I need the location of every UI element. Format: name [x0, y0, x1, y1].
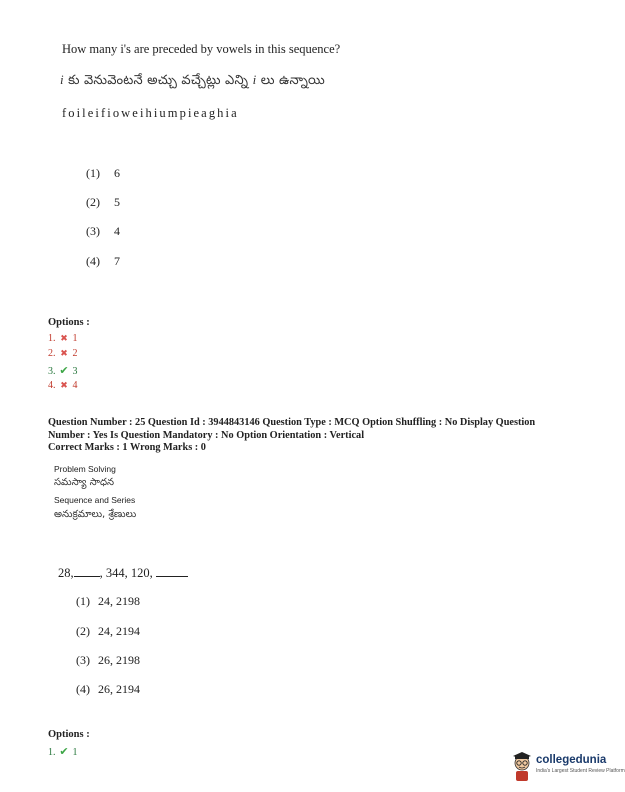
- topic-te: సమస్యా సాధన: [54, 477, 115, 488]
- meta-line-1: Question Number : 25 Question Id : 3944843146 Question Type : MCQ Option Shuffling : No Display Question: [48, 417, 536, 428]
- q2-choice-4: (4) 26, 2194: [76, 682, 140, 696]
- question-1-text-en: How many i's are preceded by vowels in this sequence?: [62, 42, 341, 56]
- question-1-text-te: [60, 72, 325, 91]
- q1-option-4: 4. ✖ 4: [48, 380, 78, 391]
- q1-option-1: 1. ✖ 1: [48, 333, 78, 344]
- question-2-meta: [48, 417, 588, 455]
- collegedunia-logo: [508, 752, 625, 786]
- q1-choice-2: (2) 5: [86, 195, 120, 209]
- meta-line-2: Number : Yes Is Question Mandatory : No Option Orientation : Vertical: [48, 429, 365, 441]
- q1-option-3: 3. ✔ 3: [48, 365, 78, 377]
- question-1-var-2: i: [252, 72, 257, 87]
- question-1-var: i: [60, 72, 64, 87]
- question-1-te-post: లు ఉన్నాయి: [260, 73, 325, 88]
- logo-brand: collegedunia: [536, 754, 607, 766]
- topic-en: Problem Solving: [54, 464, 116, 474]
- q1-choice-4: (4) 7: [86, 254, 120, 268]
- blank-1: [74, 565, 100, 577]
- mascot-icon: [510, 752, 534, 782]
- subtopic-te: అనుక్రమాలు, శ్రేణులు: [54, 509, 137, 520]
- q2-choice-2: (2) 24, 2194: [76, 624, 140, 638]
- q2-option-1: 1. ✔ 1: [48, 746, 78, 758]
- q2-options-heading: Options :: [48, 729, 90, 740]
- subtopic-en: Sequence and Series: [54, 495, 136, 505]
- question-1-sequence: foileifioweihiumpieaghia: [62, 106, 239, 120]
- question-1-te-pre: కు వెనువెంటనే అచ్చు వచ్చేట్లు ఎన్ని: [68, 73, 249, 88]
- q2-choice-3: (3) 26, 2198: [76, 653, 140, 667]
- cross-icon: ✖: [60, 333, 68, 343]
- marks-line: Correct Marks : 1 Wrong Marks : 0: [48, 442, 206, 453]
- q1-choice-1: (1) 6: [86, 166, 120, 180]
- check-icon: ✔: [59, 746, 69, 758]
- q1-option-2: 2. ✖ 2: [48, 348, 78, 359]
- cross-icon: ✖: [60, 380, 68, 390]
- q1-options-heading: Options :: [48, 317, 90, 328]
- blank-2: [156, 565, 188, 577]
- q2-choice-1: (1) 24, 2198: [76, 594, 140, 608]
- question-2-text: 28, , 344, 120,: [58, 565, 188, 581]
- cross-icon: ✖: [60, 348, 68, 358]
- check-icon: ✔: [59, 365, 69, 377]
- q1-choice-3: (3) 4: [86, 224, 120, 238]
- logo-tagline: India's Largest Student Review Platform: [536, 768, 625, 774]
